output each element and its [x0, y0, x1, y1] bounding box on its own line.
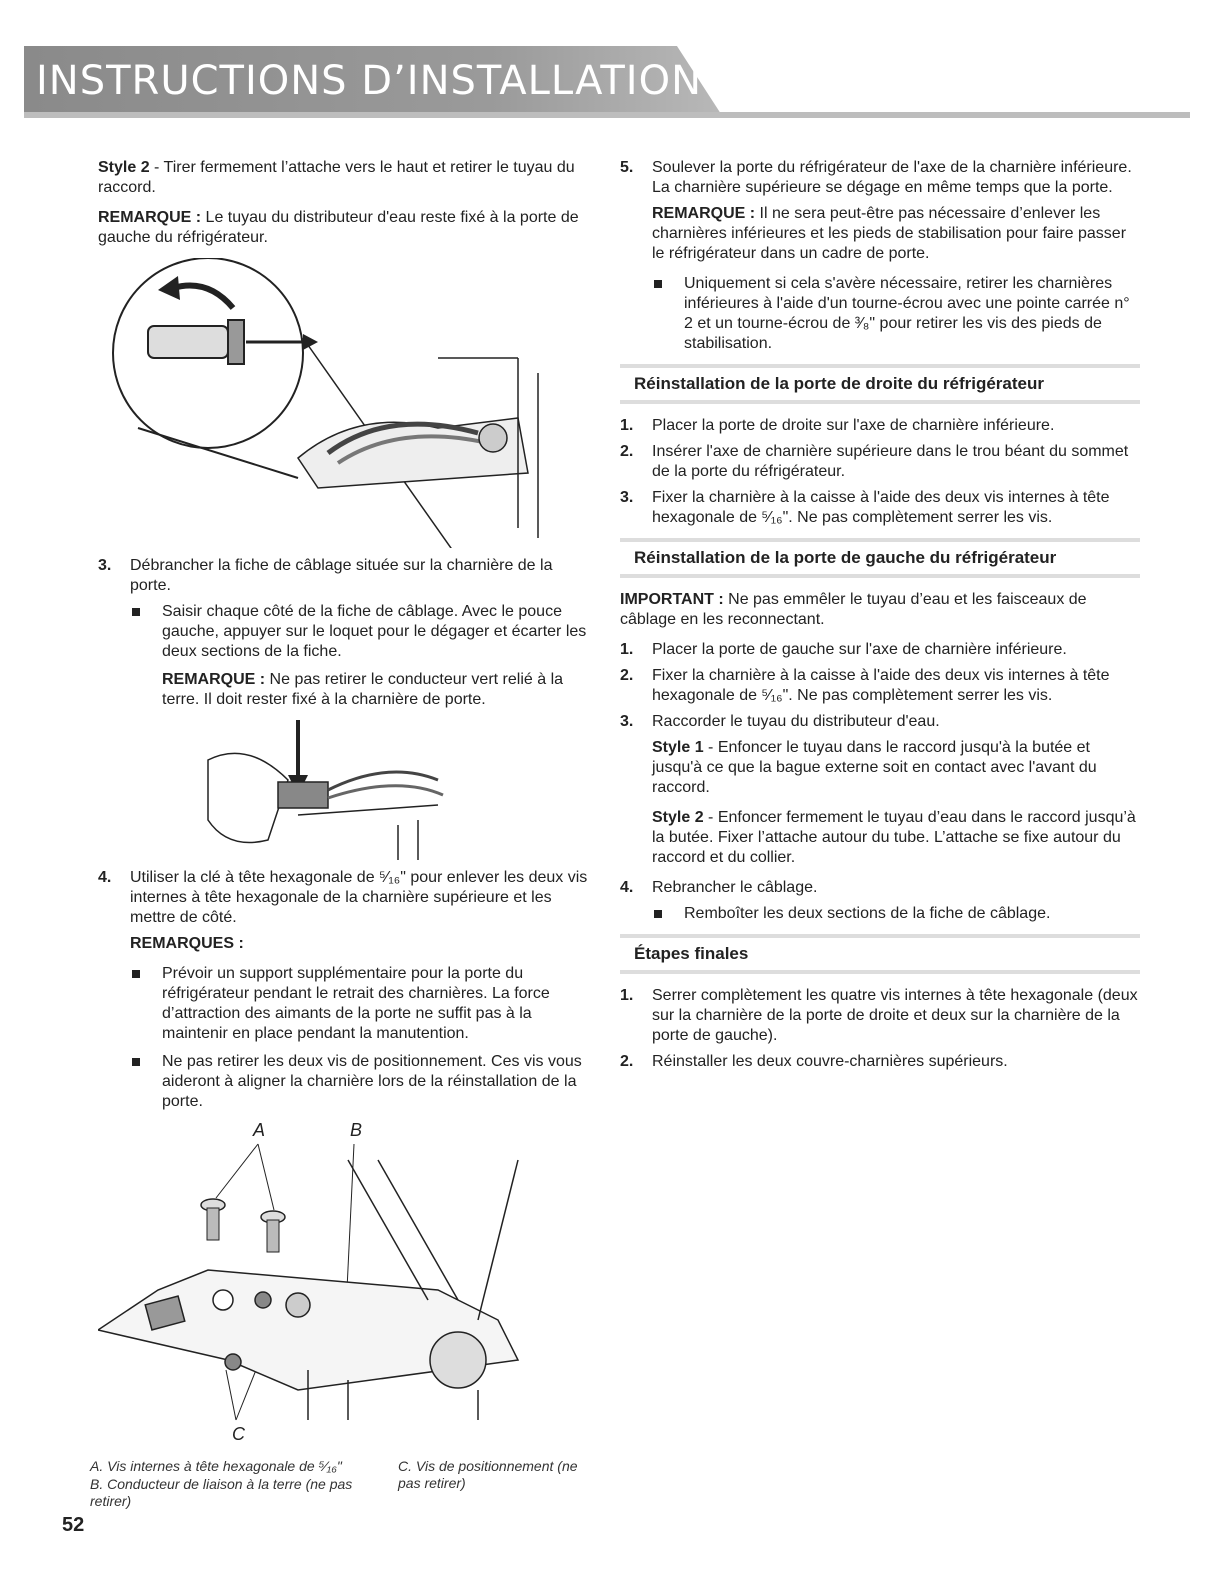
label-a: A	[253, 1120, 266, 1140]
important-paragraph: IMPORTANT : Ne pas emmêler le tuyau d’eau et les faisceaux de câblage en les reconnectant.	[620, 591, 1087, 628]
section-right-door-heading: Réinstallation de la porte de droite du réfrigérateur	[620, 364, 1140, 404]
section-left-door-list	[620, 640, 1140, 732]
page-title: INSTRUCTIONS D’INSTALLATION	[36, 58, 702, 104]
list-item: 1. Placer la porte de droite sur l'axe de charnière inférieure.	[620, 417, 1055, 434]
step-5: 5. Soulever la porte du réfrigérateur de l'axe de la charnière inférieure. La charnière supérieure se dégage en même temps que la porte.	[620, 159, 1132, 196]
hose-disconnect-illustration	[98, 258, 568, 548]
figure-caption	[90, 1458, 588, 1528]
style2-paragraph: Style 2 - Tirer fermement l’attache vers le haut et retirer le tuyau du raccord.	[98, 159, 575, 196]
list-item: 1. Serrer complètement les quatre vis internes à tête hexagonale (deux sur la charnière de la porte de droite et deux sur la charnière de la porte de gauche).	[620, 987, 1138, 1044]
section-final-steps-heading: Étapes finales	[620, 934, 1140, 974]
wiring-plug-illustration	[98, 720, 568, 860]
screw-a-1-icon	[201, 1199, 225, 1240]
caption-c: C. Vis de positionnement (ne pas retirer)	[398, 1458, 578, 1491]
step-4-bullets	[98, 964, 588, 1112]
step-3-bullet: Saisir chaque côté de la fiche de câblage. Avec le pouce gauche, appuyer sur le loquet pour le dégager et écarter les deux sections de la fiche.	[130, 602, 588, 662]
remarque-paragraph: REMARQUE : Le tuyau du distributeur d'eau reste fixé à la porte de gauche du réfrigérateur.	[98, 209, 579, 246]
list-item: 2. Fixer la charnière à la caisse à l'aide des deux vis internes à tête hexagonale de ⁵⁄₁₆". Ne pas complètement serrer les vis.	[620, 667, 1110, 704]
section-left-door-heading: Réinstallation de la porte de gauche du réfrigérateur	[620, 538, 1140, 578]
rewire-bullets	[620, 904, 1140, 924]
screw-a-2-icon	[261, 1211, 285, 1252]
section-right-door-list	[620, 416, 1140, 528]
step-3-remarque: REMARQUE : Ne pas retirer le conducteur vert relié à la terre. Il doit rester fixé à la charnière de porte.	[162, 671, 564, 708]
list-item: 4. Rebrancher le câblage.	[620, 879, 818, 896]
list-item: 1. Placer la porte de gauche sur l'axe de charnière inférieure.	[620, 641, 1067, 658]
hinge-screws-illustration	[98, 1120, 588, 1450]
step-4-bullet-2: Ne pas retirer les deux vis de positionnement. Ces vis vous aideront à aligner la charnière lors de la réinstallation de la porte.	[130, 1052, 588, 1112]
section-final-steps-list	[620, 986, 1140, 1072]
left-column	[90, 158, 588, 1528]
step-4: 4. Utiliser la clé à tête hexagonale de ⁵⁄₁₆" pour enlever les deux vis internes à tête hexagonale de la charnière supérieure et les mettre de côté.	[98, 869, 588, 926]
list-item: 3. Fixer la charnière à la caisse à l'aide des deux vis internes à tête hexagonale de ⁵⁄₁₆". Ne pas complètement serrer les vis.	[620, 489, 1110, 526]
list-item: 3. Raccorder le tuyau du distributeur d'eau.	[620, 713, 940, 730]
step-4-bullet-1: Prévoir un support supplémentaire pour la porte du réfrigérateur pendant le retrait des charnières. La force d’attraction des aimants de la porte ne suffit pas à la maintenir en place pendant la manutention.	[130, 964, 588, 1044]
rewire-bullet: Remboîter les deux sections de la fiche de câblage.	[652, 904, 1140, 924]
header-rule	[24, 112, 1190, 118]
caption-b: B. Conducteur de liaison à la terre (ne pas retirer)	[90, 1476, 353, 1509]
step-3: 3. Débrancher la fiche de câblage située sur la charnière de la porte.	[98, 557, 553, 594]
list-item: 2. Réinstaller les deux couvre-charnières supérieurs.	[620, 1053, 1008, 1070]
style1-paragraph: Style 1 - Enfoncer le tuyau dans le raccord jusqu'à la butée et jusqu'à ce que la bague externe soit en contact avec l'avant du raccord.	[652, 739, 1097, 796]
step-4-remarques-label: REMARQUES :	[130, 935, 244, 952]
right-column	[620, 158, 1140, 1078]
list-item: 2. Insérer l'axe de charnière supérieure dans le trou béant du sommet de la porte du réfrigérateur.	[620, 443, 1129, 480]
caption-a: A. Vis internes à tête hexagonale de ⁵⁄₁₆"	[90, 1458, 342, 1474]
label-b: B	[350, 1120, 363, 1140]
step-5-bullet: Uniquement si cela s'avère nécessaire, retirer les charnières inférieures à l'aide d'un tourne-écrou avec une pointe carrée n° 2 et un tourne-écrou de ³⁄₈" pour retirer les vis des pieds de stabilisation.	[652, 274, 1140, 354]
step-3-details	[98, 602, 588, 710]
page-number: 52	[62, 1514, 85, 1536]
step-5-bullets	[620, 274, 1140, 354]
style2-paragraph-right: Style 2 - Enfoncer fermement le tuyau d’eau dans le raccord jusqu’à la butée. Fixer l’attache autour du tube. L’attache se fixe autour du raccord et du collier.	[652, 809, 1136, 866]
label-c: C	[232, 1424, 245, 1444]
step-5-remarque: REMARQUE : Il ne sera peut-être pas nécessaire d’enlever les charnières inférieures et les pieds de stabilisation pour faire passer le réfrigérateur dans un cadre de porte.	[652, 205, 1127, 262]
